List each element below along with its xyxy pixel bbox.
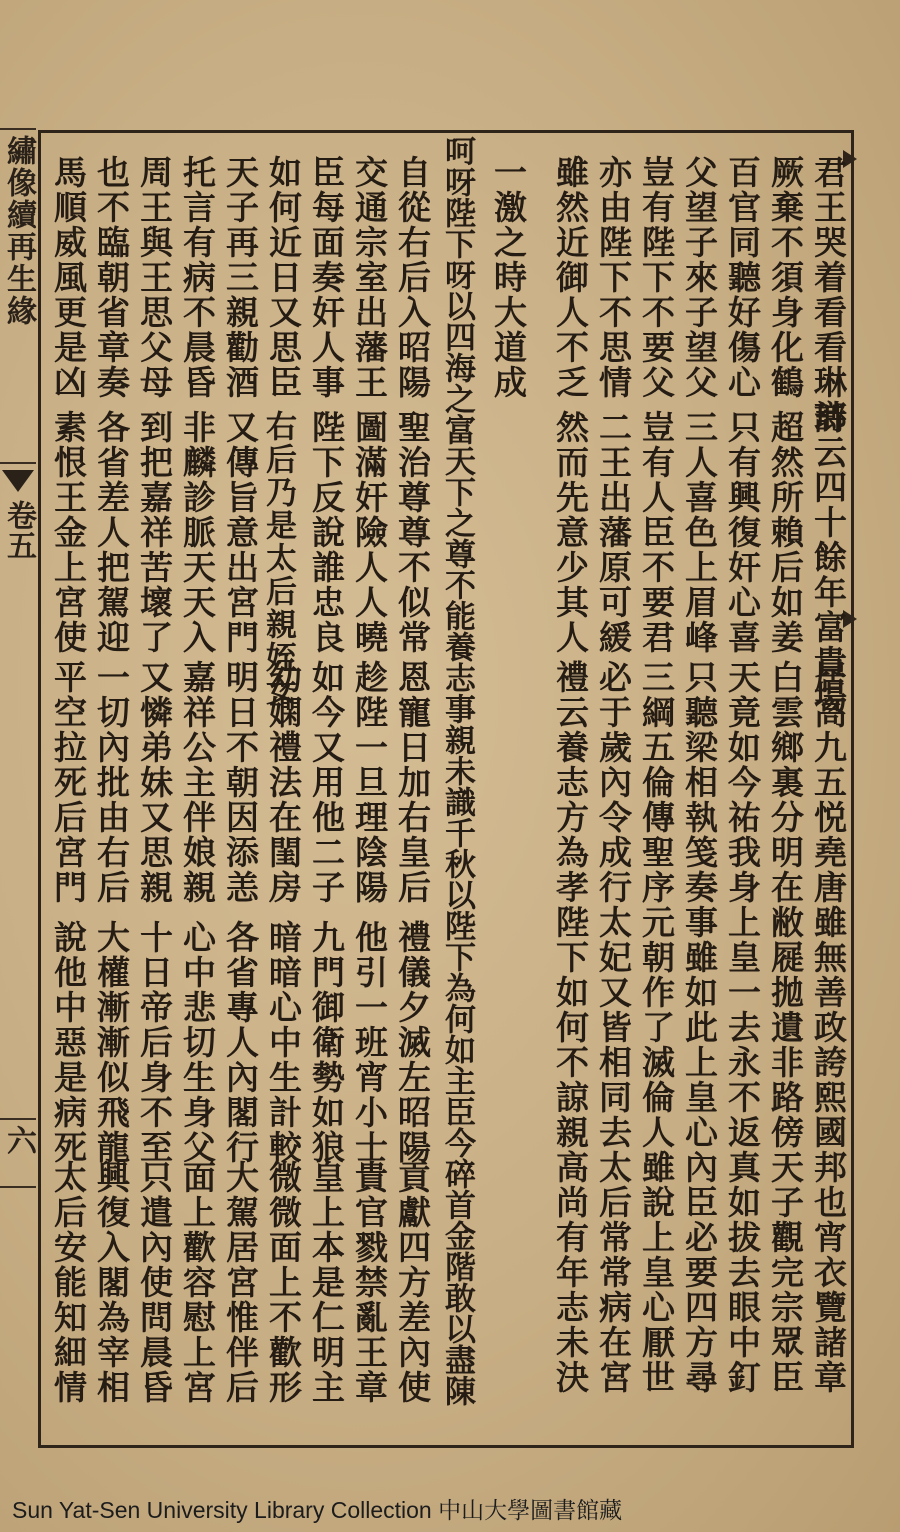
text-column: 居高九五悦堯唐 [809, 660, 848, 905]
text-column: 三人喜色上眉峰 [680, 410, 719, 655]
text-column: 托言有病不晨昏 [178, 155, 217, 400]
text-column: 右后乃是太后親姪女 [260, 410, 296, 707]
text-column: 白雲鄉裏分明在 [766, 660, 805, 905]
text-column: 太妃又皆相同去 [594, 905, 633, 1150]
text-column: 陛下反說誰忠良 [307, 410, 346, 655]
text-column: 心中悲切生身父 [178, 920, 217, 1165]
text-column: 周王與王思父母 [135, 155, 174, 400]
text-column: 詩云四十餘年富貴場 [809, 400, 848, 715]
text-column: 大權漸漸似飛龍 [92, 920, 131, 1165]
text-column: 素恨王金上宮使 [49, 410, 88, 655]
text-column: 內臣必要四方尋 [680, 1150, 719, 1395]
text-column: 平空拉死后宮門 [49, 660, 88, 905]
text-column: 圖滿奸險人人曉 [350, 410, 389, 655]
text-column: 太后安能知細情 [49, 1160, 88, 1405]
text-column: 邦也宵衣覽諸章 [809, 1150, 848, 1395]
text-column: 天竟如今祐我身 [723, 660, 762, 905]
text-column: 一激之時大道成 [489, 155, 528, 400]
text-column: 雖說上皇心厭世 [637, 1150, 676, 1395]
text-column: 必于歲內令成行 [594, 660, 633, 905]
text-column: 事雖如此上皇心 [680, 905, 719, 1150]
text-column: 大駕居宮惟伴后 [221, 1160, 260, 1405]
text-column: 厥棄不須身化鶴 [766, 155, 805, 400]
text-column: 又傳旨意出宮門 [221, 410, 260, 655]
text-column: 太后常常病在宮 [594, 1150, 633, 1395]
text-column: 君王哭着看看琳瑯 [809, 155, 848, 435]
text-column: 禮云養志方為孝 [551, 660, 590, 905]
text-column: 面上歡容慰上宮 [178, 1160, 217, 1405]
text-column: 臣每面奏奸人事 [307, 155, 346, 400]
page-number: 六 [1, 1125, 36, 1155]
gutter-bottom-rule [0, 1186, 36, 1188]
text-column: 交通宗室出藩王 [350, 155, 389, 400]
text-column: 興復入閣為宰相 [92, 1160, 131, 1405]
text-column: 天子觀完宗眾臣 [766, 1150, 805, 1395]
text-column: 也不臨朝省章奏 [92, 155, 131, 400]
text-column: 如今又用他二子 [307, 660, 346, 905]
text-column: 天子再三親勸酒 [221, 155, 260, 400]
text-column: 禮儀夕滅左昭陽 [393, 920, 432, 1165]
text-column: 超然所賴后如姜 [766, 410, 805, 655]
text-column: 微微面上不歡形 [264, 1160, 303, 1405]
text-column: 只聽梁相執笺奏 [680, 660, 719, 905]
text-column: 又憐弟妹又思親 [135, 660, 174, 905]
text-column: 自從右后入昭陽 [393, 155, 432, 400]
text-column: 說他中惡是病死 [49, 920, 88, 1165]
text-column: 真如拔去眼中釘 [723, 1150, 762, 1395]
text-column: 只遣內使問晨昏 [135, 1160, 174, 1405]
text-column: 十日帝后身不至 [135, 920, 174, 1165]
prose-column: 呵呀陛下呀以四海之富天下之尊不能養志事親未識千秋以陛下為何如主臣今碎首金階敢以盡陳 [439, 135, 475, 1406]
text-column: 恩寵日加右皇后 [393, 660, 432, 905]
text-column: 父望子來子望父 [680, 155, 719, 400]
book-title: 繡像續再生緣 [1, 135, 36, 327]
text-column: 聖治尊尊不似常 [393, 410, 432, 655]
text-column: 敝屣拋遺非路傍 [766, 905, 805, 1150]
text-column: 三綱五倫傳聖序 [637, 660, 676, 905]
text-column: 趁陛一旦理陰陽 [350, 660, 389, 905]
text-column: 高尚有年志未決 [551, 1150, 590, 1395]
text-column: 百官同聽好傷心 [723, 155, 762, 400]
text-column: 到把嘉祥苦壞了 [135, 410, 174, 655]
text-column: 幼嫻禮法在閨房 [264, 660, 303, 905]
text-column: 馬順威風更是凶 [49, 155, 88, 400]
volume-label: 卷五 [1, 500, 36, 560]
text-column: 豈有人臣不要君 [637, 410, 676, 655]
fish-tail-mark [2, 470, 34, 492]
text-column: 然而先意少其人 [551, 410, 590, 655]
text-column: 明日不朝因添恙 [221, 660, 260, 905]
text-column: 皇上本是仁明主 [307, 1160, 346, 1405]
gutter-rule-page [0, 1118, 36, 1120]
text-column: 他引一班宵小士 [350, 920, 389, 1165]
text-column: 各省差人把駕迎 [92, 410, 131, 655]
text-column: 非麟診脈天天入 [178, 410, 217, 655]
text-column: 各省專人內閣行 [221, 920, 260, 1165]
text-column: 如何近日又思臣 [264, 155, 303, 400]
text-column: 元朝作了滅倫人 [637, 905, 676, 1150]
gutter-mid-rule [0, 462, 36, 464]
text-column: 貴官戮禁亂王章 [350, 1160, 389, 1405]
text-column: 豈有陛下不要父 [637, 155, 676, 400]
text-column: 貢獻四方差內使 [393, 1160, 432, 1405]
text-column: 嘉祥公主伴娘親 [178, 660, 217, 905]
text-column: 亦由陛下不思情 [594, 155, 633, 400]
text-column: 上皇一去永不返 [723, 905, 762, 1150]
text-column: 雖無善政誇熙國 [809, 905, 848, 1150]
text-column: 只有興復奸心喜 [723, 410, 762, 655]
text-column: 雖然近御人不乏 [551, 155, 590, 400]
text-column: 陛下如何不諒親 [551, 905, 590, 1150]
text-column: 暗暗心中生計較 [264, 920, 303, 1165]
text-column: 九門御衛勢如狼 [307, 920, 346, 1165]
gutter-top-rule [0, 128, 36, 130]
text-column: 一切內批由右后 [92, 660, 131, 905]
text-column: 二王出藩原可緩 [594, 410, 633, 655]
library-credit: Sun Yat-Sen University Library Collection 中山大學圖書館藏 [12, 1497, 623, 1523]
